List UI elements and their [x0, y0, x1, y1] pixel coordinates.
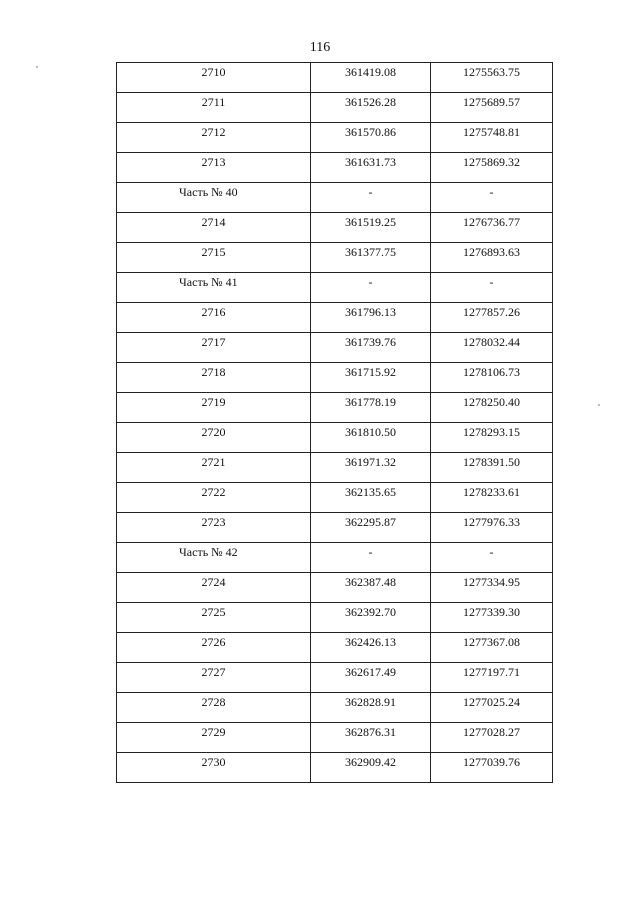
table-row — [117, 213, 553, 243]
table-row — [117, 303, 553, 333]
y-coordinate-cell: 1278293.15 — [431, 423, 553, 453]
point-number-cell: 2727 — [117, 663, 311, 693]
point-number-cell: 2714 — [117, 213, 311, 243]
scan-speck — [598, 404, 600, 406]
point-number-cell: 2713 — [117, 153, 311, 183]
y-coordinate-cell: 1276893.63 — [431, 243, 553, 273]
x-coordinate-cell: 362876.31 — [311, 723, 431, 753]
coordinates-table-body — [117, 63, 553, 783]
x-coordinate-cell: 362392.70 — [311, 603, 431, 633]
table-row — [117, 663, 553, 693]
table-row — [117, 753, 553, 783]
x-coordinate-cell: 361631.73 — [311, 153, 431, 183]
section-row — [117, 183, 553, 213]
x-coordinate-cell: 362135.65 — [311, 483, 431, 513]
y-coordinate-cell: 1275869.32 — [431, 153, 553, 183]
scan-speck — [36, 66, 38, 68]
point-number-cell: 2721 — [117, 453, 311, 483]
y-coordinate-cell: 1278032.44 — [431, 333, 553, 363]
x-coordinate-cell: 361971.32 — [311, 453, 431, 483]
y-coordinate-cell: 1275748.81 — [431, 123, 553, 153]
x-coordinate-cell: 361570.86 — [311, 123, 431, 153]
point-number-cell: 2723 — [117, 513, 311, 543]
table-row — [117, 243, 553, 273]
point-number-cell: 2711 — [117, 93, 311, 123]
x-coordinate-cell: 362387.48 — [311, 573, 431, 603]
table-row — [117, 483, 553, 513]
y-coordinate-cell: - — [431, 543, 553, 573]
y-coordinate-cell: 1277334.95 — [431, 573, 553, 603]
point-number-cell: Часть № 42 — [117, 543, 311, 573]
x-coordinate-cell: 361419.08 — [311, 63, 431, 93]
table-row — [117, 453, 553, 483]
x-coordinate-cell: - — [311, 183, 431, 213]
point-number-cell: 2726 — [117, 633, 311, 663]
x-coordinate-cell: 361810.50 — [311, 423, 431, 453]
x-coordinate-cell: 361796.13 — [311, 303, 431, 333]
point-number-cell: 2717 — [117, 333, 311, 363]
section-row — [117, 543, 553, 573]
table-row — [117, 693, 553, 723]
y-coordinate-cell: 1278106.73 — [431, 363, 553, 393]
point-number-cell: 2715 — [117, 243, 311, 273]
x-coordinate-cell: 362426.13 — [311, 633, 431, 663]
table-row — [117, 573, 553, 603]
point-number-cell: 2718 — [117, 363, 311, 393]
point-number-cell: 2724 — [117, 573, 311, 603]
x-coordinate-cell: 361526.28 — [311, 93, 431, 123]
point-number-cell: 2722 — [117, 483, 311, 513]
x-coordinate-cell: 362909.42 — [311, 753, 431, 783]
table-row — [117, 423, 553, 453]
point-number-cell: 2710 — [117, 63, 311, 93]
y-coordinate-cell: 1278250.40 — [431, 393, 553, 423]
point-number-cell: Часть № 40 — [117, 183, 311, 213]
y-coordinate-cell: 1277857.26 — [431, 303, 553, 333]
table-row — [117, 153, 553, 183]
x-coordinate-cell: 361715.92 — [311, 363, 431, 393]
y-coordinate-cell: 1275689.57 — [431, 93, 553, 123]
y-coordinate-cell: 1277039.76 — [431, 753, 553, 783]
y-coordinate-cell: 1276736.77 — [431, 213, 553, 243]
y-coordinate-cell: 1275563.75 — [431, 63, 553, 93]
x-coordinate-cell: - — [311, 273, 431, 303]
y-coordinate-cell: 1277025.24 — [431, 693, 553, 723]
x-coordinate-cell: - — [311, 543, 431, 573]
point-number-cell: 2720 — [117, 423, 311, 453]
table-row — [117, 393, 553, 423]
point-number-cell: 2728 — [117, 693, 311, 723]
table-row — [117, 603, 553, 633]
section-row — [117, 273, 553, 303]
x-coordinate-cell: 362828.91 — [311, 693, 431, 723]
coordinates-table — [116, 62, 553, 783]
point-number-cell: 2729 — [117, 723, 311, 753]
table-row — [117, 363, 553, 393]
y-coordinate-cell: 1277339.30 — [431, 603, 553, 633]
x-coordinate-cell: 362617.49 — [311, 663, 431, 693]
y-coordinate-cell: - — [431, 183, 553, 213]
point-number-cell: Часть № 41 — [117, 273, 311, 303]
x-coordinate-cell: 361519.25 — [311, 213, 431, 243]
y-coordinate-cell: 1278391.50 — [431, 453, 553, 483]
x-coordinate-cell: 361739.76 — [311, 333, 431, 363]
y-coordinate-cell: - — [431, 273, 553, 303]
point-number-cell: 2716 — [117, 303, 311, 333]
y-coordinate-cell: 1277976.33 — [431, 513, 553, 543]
y-coordinate-cell: 1277367.08 — [431, 633, 553, 663]
page-number: 116 — [309, 40, 331, 55]
point-number-cell: 2719 — [117, 393, 311, 423]
point-number-cell: 2725 — [117, 603, 311, 633]
table-row — [117, 723, 553, 753]
x-coordinate-cell: 362295.87 — [311, 513, 431, 543]
table-row — [117, 333, 553, 363]
point-number-cell: 2712 — [117, 123, 311, 153]
table-row — [117, 93, 553, 123]
y-coordinate-cell: 1278233.61 — [431, 483, 553, 513]
table-row — [117, 633, 553, 663]
x-coordinate-cell: 361377.75 — [311, 243, 431, 273]
y-coordinate-cell: 1277197.71 — [431, 663, 553, 693]
table-row — [117, 513, 553, 543]
table-row — [117, 123, 553, 153]
x-coordinate-cell: 361778.19 — [311, 393, 431, 423]
point-number-cell: 2730 — [117, 753, 311, 783]
table-row — [117, 63, 553, 93]
y-coordinate-cell: 1277028.27 — [431, 723, 553, 753]
